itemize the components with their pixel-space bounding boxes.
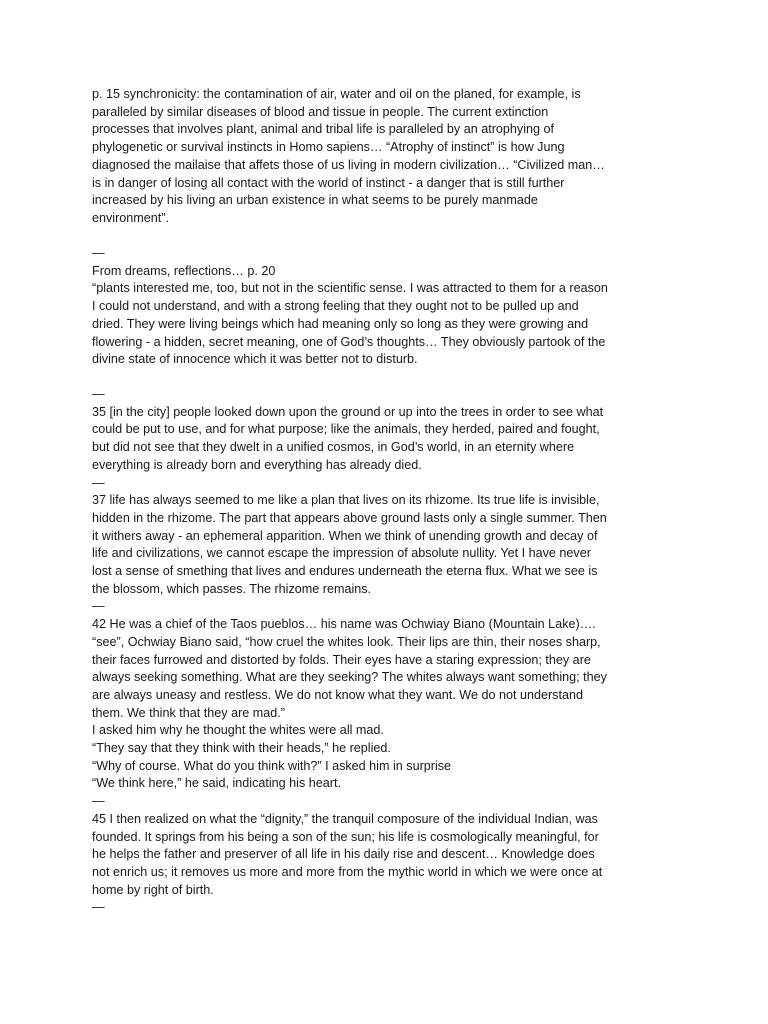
text-line: divine state of innocence which it was better not to disturb. (92, 352, 418, 367)
text-line: it withers away - an ephemeral apparition. When we think of unending growth and decay of (92, 528, 598, 543)
text-line: From dreams, reflections… p. 20 (92, 263, 276, 278)
section-divider: — (92, 900, 105, 915)
text-line: lost a sense of smething that lives and endures underneath the eterna flux. What we see is (92, 564, 598, 579)
text-line: paralleled by similar diseases of blood and tissue in people. The current extinction (92, 104, 549, 119)
section-divider: — (92, 246, 105, 260)
text-line: “They say that they think with their heads,” he replied. (92, 741, 391, 756)
text-line: not enrich us; it removes us more and more from the mythic world in which we were once at (92, 864, 603, 879)
text-line: diagnosed the mailaise that affets those of us living in modern civilization… “Civilized man… (92, 157, 605, 172)
text-line: everything is already born and everything has already died. (92, 457, 422, 472)
text-line: are always uneasy and restless. We do not know what they want. We do not understand (92, 687, 583, 702)
text-line: “see”, Ochwiay Biano said, “how cruel the whites look. Their lips are thin, their noses sharp, (92, 634, 601, 649)
text-line: their faces furrowed and distorted by folds. Their eyes have a staring expression; they are (92, 652, 591, 667)
text-line: 45 I then realized on what the “dignity,” the tranquil composure of the individual Indian, was (92, 811, 598, 826)
text-line: I could not understand, and with a strong feeling that they ought not to be pulled up and (92, 299, 579, 314)
section-divider: — (92, 794, 105, 809)
text-line: “We think here,” he said, indicating his heart. (92, 776, 341, 791)
text-line: always seeking something. What are they seeking? The whites always want something; they (92, 670, 607, 685)
text-line: is in danger of losing all contact with the world of instinct - a danger that is still further (92, 175, 565, 190)
text-line: home by right of birth. (92, 882, 214, 897)
text-line: them. We think that they are mad.” (92, 705, 285, 720)
text-line: but did not see that they dwelt in a unified cosmos, in God’s world, in an eternity where (92, 440, 575, 455)
notes-section (92, 386, 704, 917)
text-line: processes that involves plant, animal and tribal life is paralleled by an atrophying of (92, 122, 555, 137)
dreams-reflections-section (92, 245, 704, 369)
text-line: 37 life has always seemed to me like a plan that lives on its rhizome. Its true life is invisible, (92, 493, 600, 508)
section-divider: — (92, 475, 105, 490)
text-line: 42 He was a chief of the Taos pueblos… his name was Ochwiay Biano (Mountain Lake)…. (92, 617, 596, 632)
synchronicity-paragraph (92, 86, 704, 228)
section-divider: — (92, 387, 105, 401)
text-line: phylogenetic or survival instincts in Homo sapiens… “Atrophy of instinct” is how Jung (92, 140, 565, 155)
text-line: the blossom, which passes. The rhizome remains. (92, 581, 372, 596)
text-line: life and civilizations, we cannot escape the impression of absolute nullity. Yet I have never (92, 546, 591, 561)
text-line: dried. They were living beings which had meaning only so long as they were growing and (92, 316, 589, 331)
text-line: 35 [in the city] people looked down upon the ground or up into the trees in order to see what (92, 404, 604, 419)
text-line: I asked him why he thought the whites were all mad. (92, 723, 384, 738)
text-line: environment”. (92, 210, 169, 225)
text-line: “plants interested me, too, but not in the scientific sense. I was attracted to them for a reason (92, 281, 608, 296)
text-line: hidden in the rhizome. The part that appears above ground lasts only a single summer. Then (92, 510, 607, 525)
text-line: “Why of course. What do you think with?” I asked him in surprise (92, 758, 452, 773)
section-divider: — (92, 599, 105, 614)
text-line: he helps the father and preserver of all life in his daily rise and descent… Knowledge does (92, 847, 595, 862)
text-line: increased by his living an urban existence in what seems to be purely manmade (92, 193, 538, 208)
text-line: p. 15 synchronicity: the contamination of air, water and oil on the planed, for example, is (92, 87, 581, 101)
text-line: could be put to use, and for what purpose; like the animals, they herded, paired and fought, (92, 422, 600, 437)
text-line: founded. It springs from his being a son of the sun; his life is cosmologically meaningful, for (92, 829, 599, 844)
text-line: flowering - a hidden, secret meaning, one of God’s thoughts… They obviously partook of the (92, 334, 606, 349)
